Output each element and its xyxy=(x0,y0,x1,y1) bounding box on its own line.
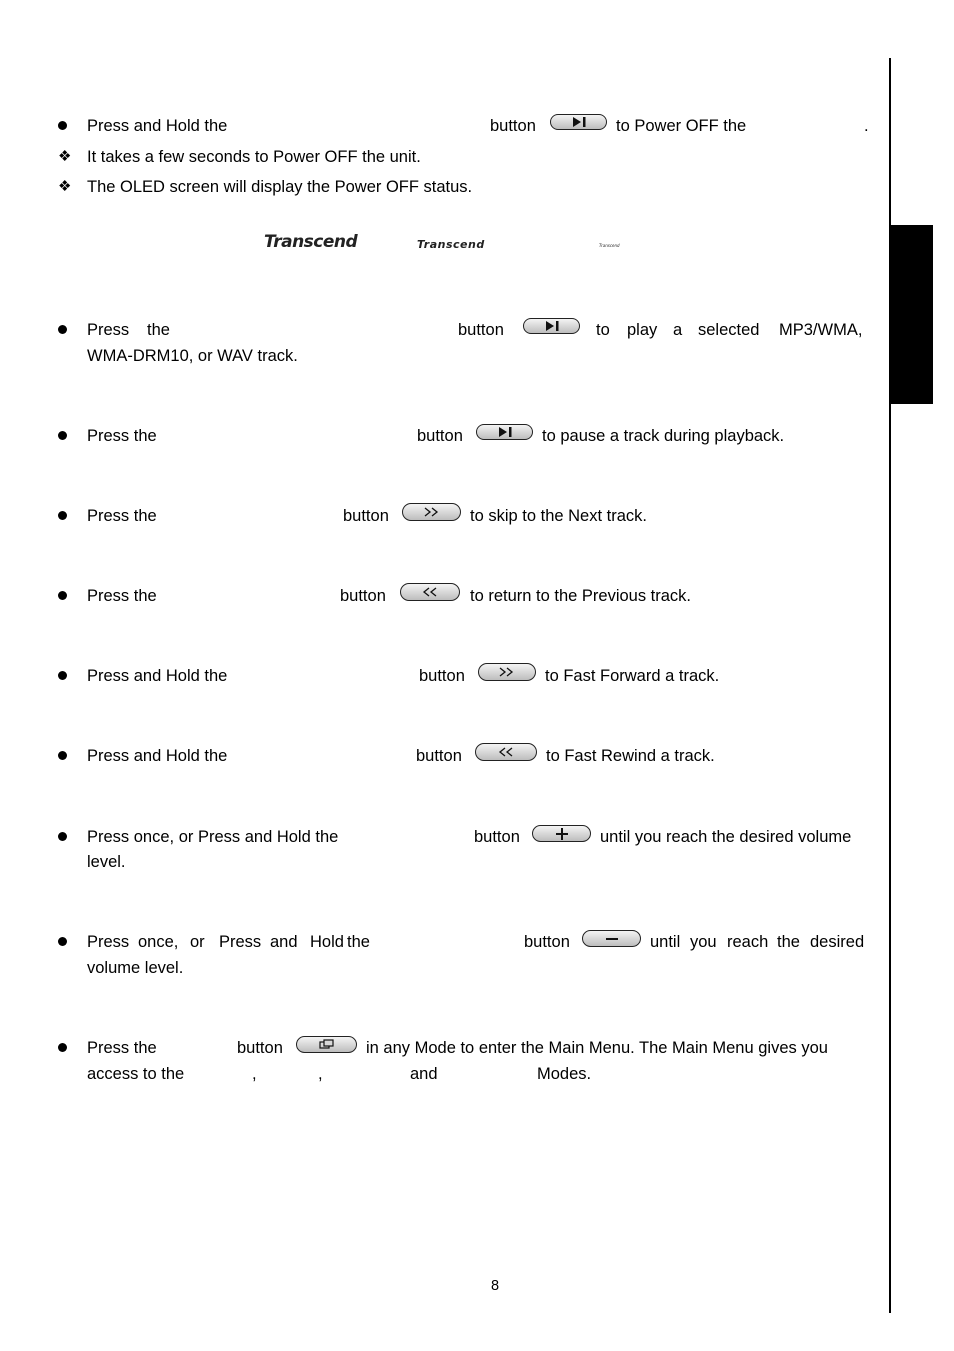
volume-up-icon xyxy=(532,825,591,842)
text: once, xyxy=(138,933,179,951)
next-icon xyxy=(402,503,461,521)
text: desired xyxy=(810,933,865,951)
page-number: 8 xyxy=(490,1278,500,1294)
text: Press once, or Press and Hold the xyxy=(87,828,339,846)
play-pause-icon xyxy=(476,424,533,440)
transcend-logo-medium: Transcend xyxy=(417,238,485,251)
text: to Fast Forward a track. xyxy=(545,667,720,685)
text: WMA-DRM10, or WAV track. xyxy=(87,347,298,365)
text: Press the xyxy=(87,427,157,445)
text: level. xyxy=(87,853,126,871)
text: the xyxy=(777,933,800,951)
text: until xyxy=(650,933,681,951)
section-tab xyxy=(891,225,933,404)
bullet xyxy=(58,325,67,334)
text: button xyxy=(524,933,570,951)
bullet xyxy=(58,121,67,130)
text: in any Mode to enter the Main Menu. The Main Menu gives you xyxy=(366,1039,828,1057)
text: access to the xyxy=(87,1065,185,1083)
text: Press and Hold the xyxy=(87,747,228,765)
text: Press and Hold the xyxy=(87,667,228,685)
text: the xyxy=(147,321,170,339)
bullet xyxy=(58,431,67,440)
text: button xyxy=(490,117,536,135)
bullet xyxy=(58,832,67,841)
text: button xyxy=(419,667,465,685)
text: The OLED screen will display the Power OFF status. xyxy=(87,178,473,196)
text: button xyxy=(343,507,389,525)
text: to Fast Rewind a track. xyxy=(546,747,715,765)
text: to skip to the Next track. xyxy=(470,507,647,525)
text: Press xyxy=(87,933,130,951)
text: Press the xyxy=(87,587,157,605)
text: It takes a few seconds to Power OFF the unit. xyxy=(87,148,421,166)
text: selected xyxy=(698,321,760,339)
text: play xyxy=(627,321,658,339)
bullet xyxy=(58,591,67,600)
text: reach xyxy=(727,933,769,951)
text: to pause a track during playback. xyxy=(542,427,785,445)
bullet xyxy=(58,511,67,520)
text: the xyxy=(347,933,370,951)
text: and xyxy=(270,933,298,951)
diamond-bullet-icon: ❖ xyxy=(58,148,72,165)
volume-down-icon xyxy=(582,930,641,947)
text: button xyxy=(416,747,462,765)
previous-icon xyxy=(400,583,460,601)
text: and xyxy=(410,1065,438,1083)
text: Press xyxy=(219,933,262,951)
bullet xyxy=(58,671,67,680)
bullet xyxy=(58,1043,67,1052)
text: Hold xyxy=(310,933,344,951)
bullet xyxy=(58,751,67,760)
text: button xyxy=(237,1039,283,1057)
text: until you reach the desired volume xyxy=(600,828,852,846)
text: Press the xyxy=(87,1039,157,1057)
menu-icon xyxy=(296,1036,357,1053)
text: button xyxy=(417,427,463,445)
text: to return to the Previous track. xyxy=(470,587,692,605)
text: Press and Hold the xyxy=(87,117,228,135)
text: you xyxy=(690,933,717,951)
text: , xyxy=(252,1065,257,1083)
fast-forward-icon xyxy=(478,663,536,681)
text: volume level. xyxy=(87,959,184,977)
bullet xyxy=(58,937,67,946)
text: button xyxy=(458,321,504,339)
text: Modes. xyxy=(537,1065,592,1083)
transcend-logo-large: Transcend xyxy=(264,232,358,252)
text: Press the xyxy=(87,507,157,525)
text: Press xyxy=(87,321,130,339)
text: MP3/WMA, xyxy=(779,321,863,339)
transcend-logo-small: Transcend xyxy=(599,243,620,248)
text: , xyxy=(318,1065,323,1083)
text: . xyxy=(864,117,869,135)
text: button xyxy=(340,587,386,605)
play-pause-icon xyxy=(550,114,607,130)
text: or xyxy=(190,933,205,951)
diamond-bullet-icon: ❖ xyxy=(58,178,72,195)
text: button xyxy=(474,828,520,846)
text: to Power OFF the xyxy=(616,117,747,135)
text: to xyxy=(596,321,610,339)
text: a xyxy=(673,321,683,339)
play-pause-icon xyxy=(523,318,580,334)
fast-rewind-icon xyxy=(475,743,537,761)
